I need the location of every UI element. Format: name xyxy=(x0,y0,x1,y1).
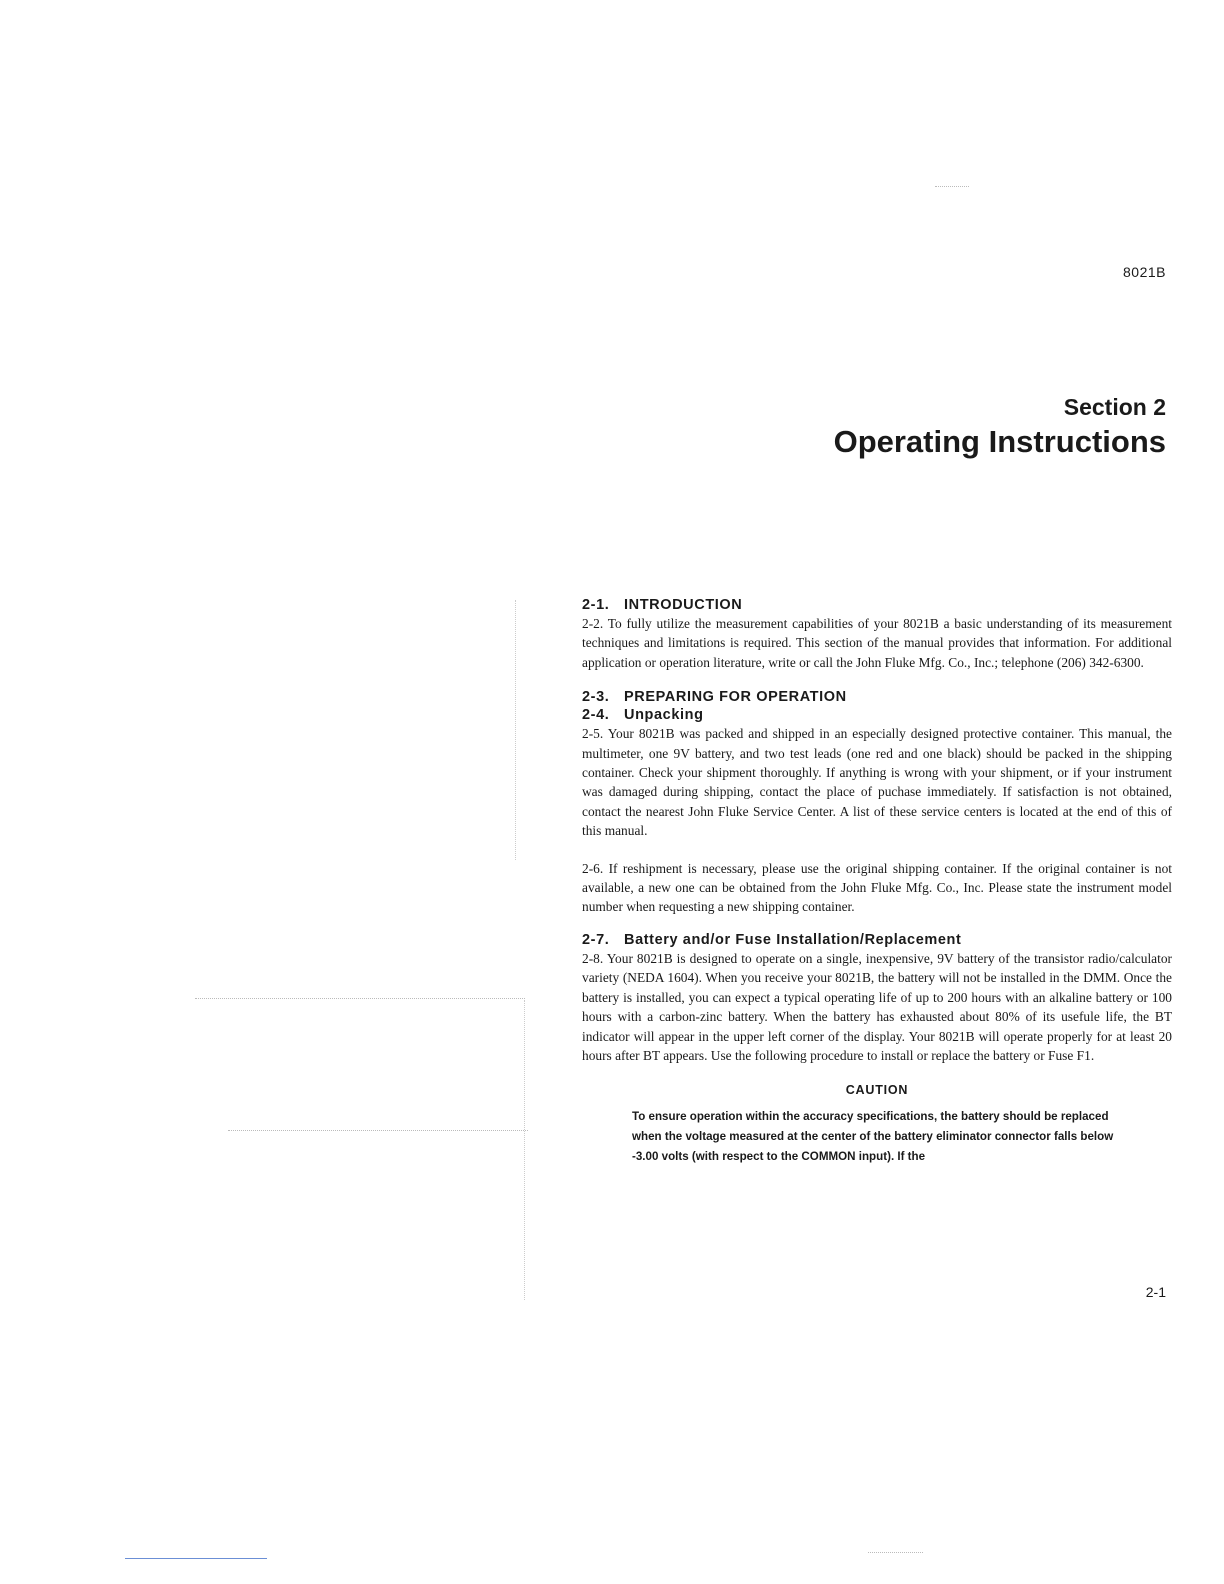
heading-text: PREPARING FOR OPERATION xyxy=(624,689,847,706)
heading-unpacking xyxy=(582,706,1172,724)
caution-text: To ensure operation within the accuracy specifications, the battery should be replaced when the voltage measured at the center of the battery eliminator connector falls below -3.00 volts (with respect to the COMMON input). If the xyxy=(632,1110,1114,1164)
section-title: Operating Instructions xyxy=(833,424,1166,459)
heading-preparing-for-operation xyxy=(582,688,1172,706)
paragraph-2-2: 2-2. To fully utilize the measurement capabilities of your 8021B a basic understanding of its measurement techniques and limitations is required. This section of the manual provides that information. For additional application or operation literature, write or call the John Fluke Mfg. Co., Inc.; telephone (206) 342-6300. xyxy=(582,616,1172,670)
paragraph-2-8: 2-8. Your 8021B is designed to operate on a single, inexpensive, 9V battery of the transistor radio/calculator variety (NEDA 1604). When you receive your 8021B, the battery will not be installed in the DMM. Once the battery is installed, you can expect a typical operating life of up to 200 hours with an alkaline battery or 100 hours with a carbon-zinc battery. When the battery has exhausted about 80% of its usefule life, the BT indicator will appear in the upper left corner of the display. Your 8021B will operate properly for at least 20 hours after BT appears. Use the following procedure to install or replace the battery or Fuse F1. xyxy=(582,950,1172,1063)
heading-battery-fuse xyxy=(582,931,1172,949)
page-number: 2-1 xyxy=(1145,1284,1166,1300)
heading-number: 2-3. xyxy=(582,689,610,706)
heading-text: INTRODUCTION xyxy=(624,597,743,613)
heading-text: Unpacking xyxy=(624,707,704,724)
scan-artifact-line xyxy=(524,1000,525,1300)
heading-number: 2-1. xyxy=(582,597,610,613)
page-content xyxy=(582,596,1172,1167)
scan-artifact-line xyxy=(228,1130,528,1131)
heading-text: Battery and/or Fuse Installation/Replacement xyxy=(624,931,962,948)
scan-artifact-blue-line xyxy=(125,1558,267,1559)
section-number: Section 2 xyxy=(1063,394,1166,420)
heading-introduction xyxy=(582,596,1172,614)
heading-number: 2-7. xyxy=(582,931,610,948)
scan-artifact-line xyxy=(868,1552,923,1553)
paragraph-2-6: 2-6. If reshipment is necessary, please use the original shipping container. If the original container is not available, a new one can be obtained from the John Fluke Mfg. Co., Inc. Please state the instrument model number when requesting a new shipping container. xyxy=(582,860,1172,915)
paragraph-2-5: 2-5. Your 8021B was packed and shipped in an especially designed protective container. This manual, the multimeter, one 9V battery, and two test leads (one red and one black) should be packed in the shipping container. Check your shipment thoroughly. If anything is wrong with your shipment, or if your instrument was damaged during shipping, contact the place of puchase immediately. If satisfaction is not obtained, contact the nearest John Fluke Service Center. A list of these service centers is located at the end of this of this manual. xyxy=(582,726,1172,839)
heading-number: 2-4. xyxy=(582,707,610,724)
scan-artifact-line xyxy=(935,186,969,187)
caution-heading: CAUTION xyxy=(845,1083,909,1098)
scan-artifact-line xyxy=(515,600,516,860)
model-number: 8021B xyxy=(1123,264,1166,280)
scan-artifact-line xyxy=(195,998,525,999)
